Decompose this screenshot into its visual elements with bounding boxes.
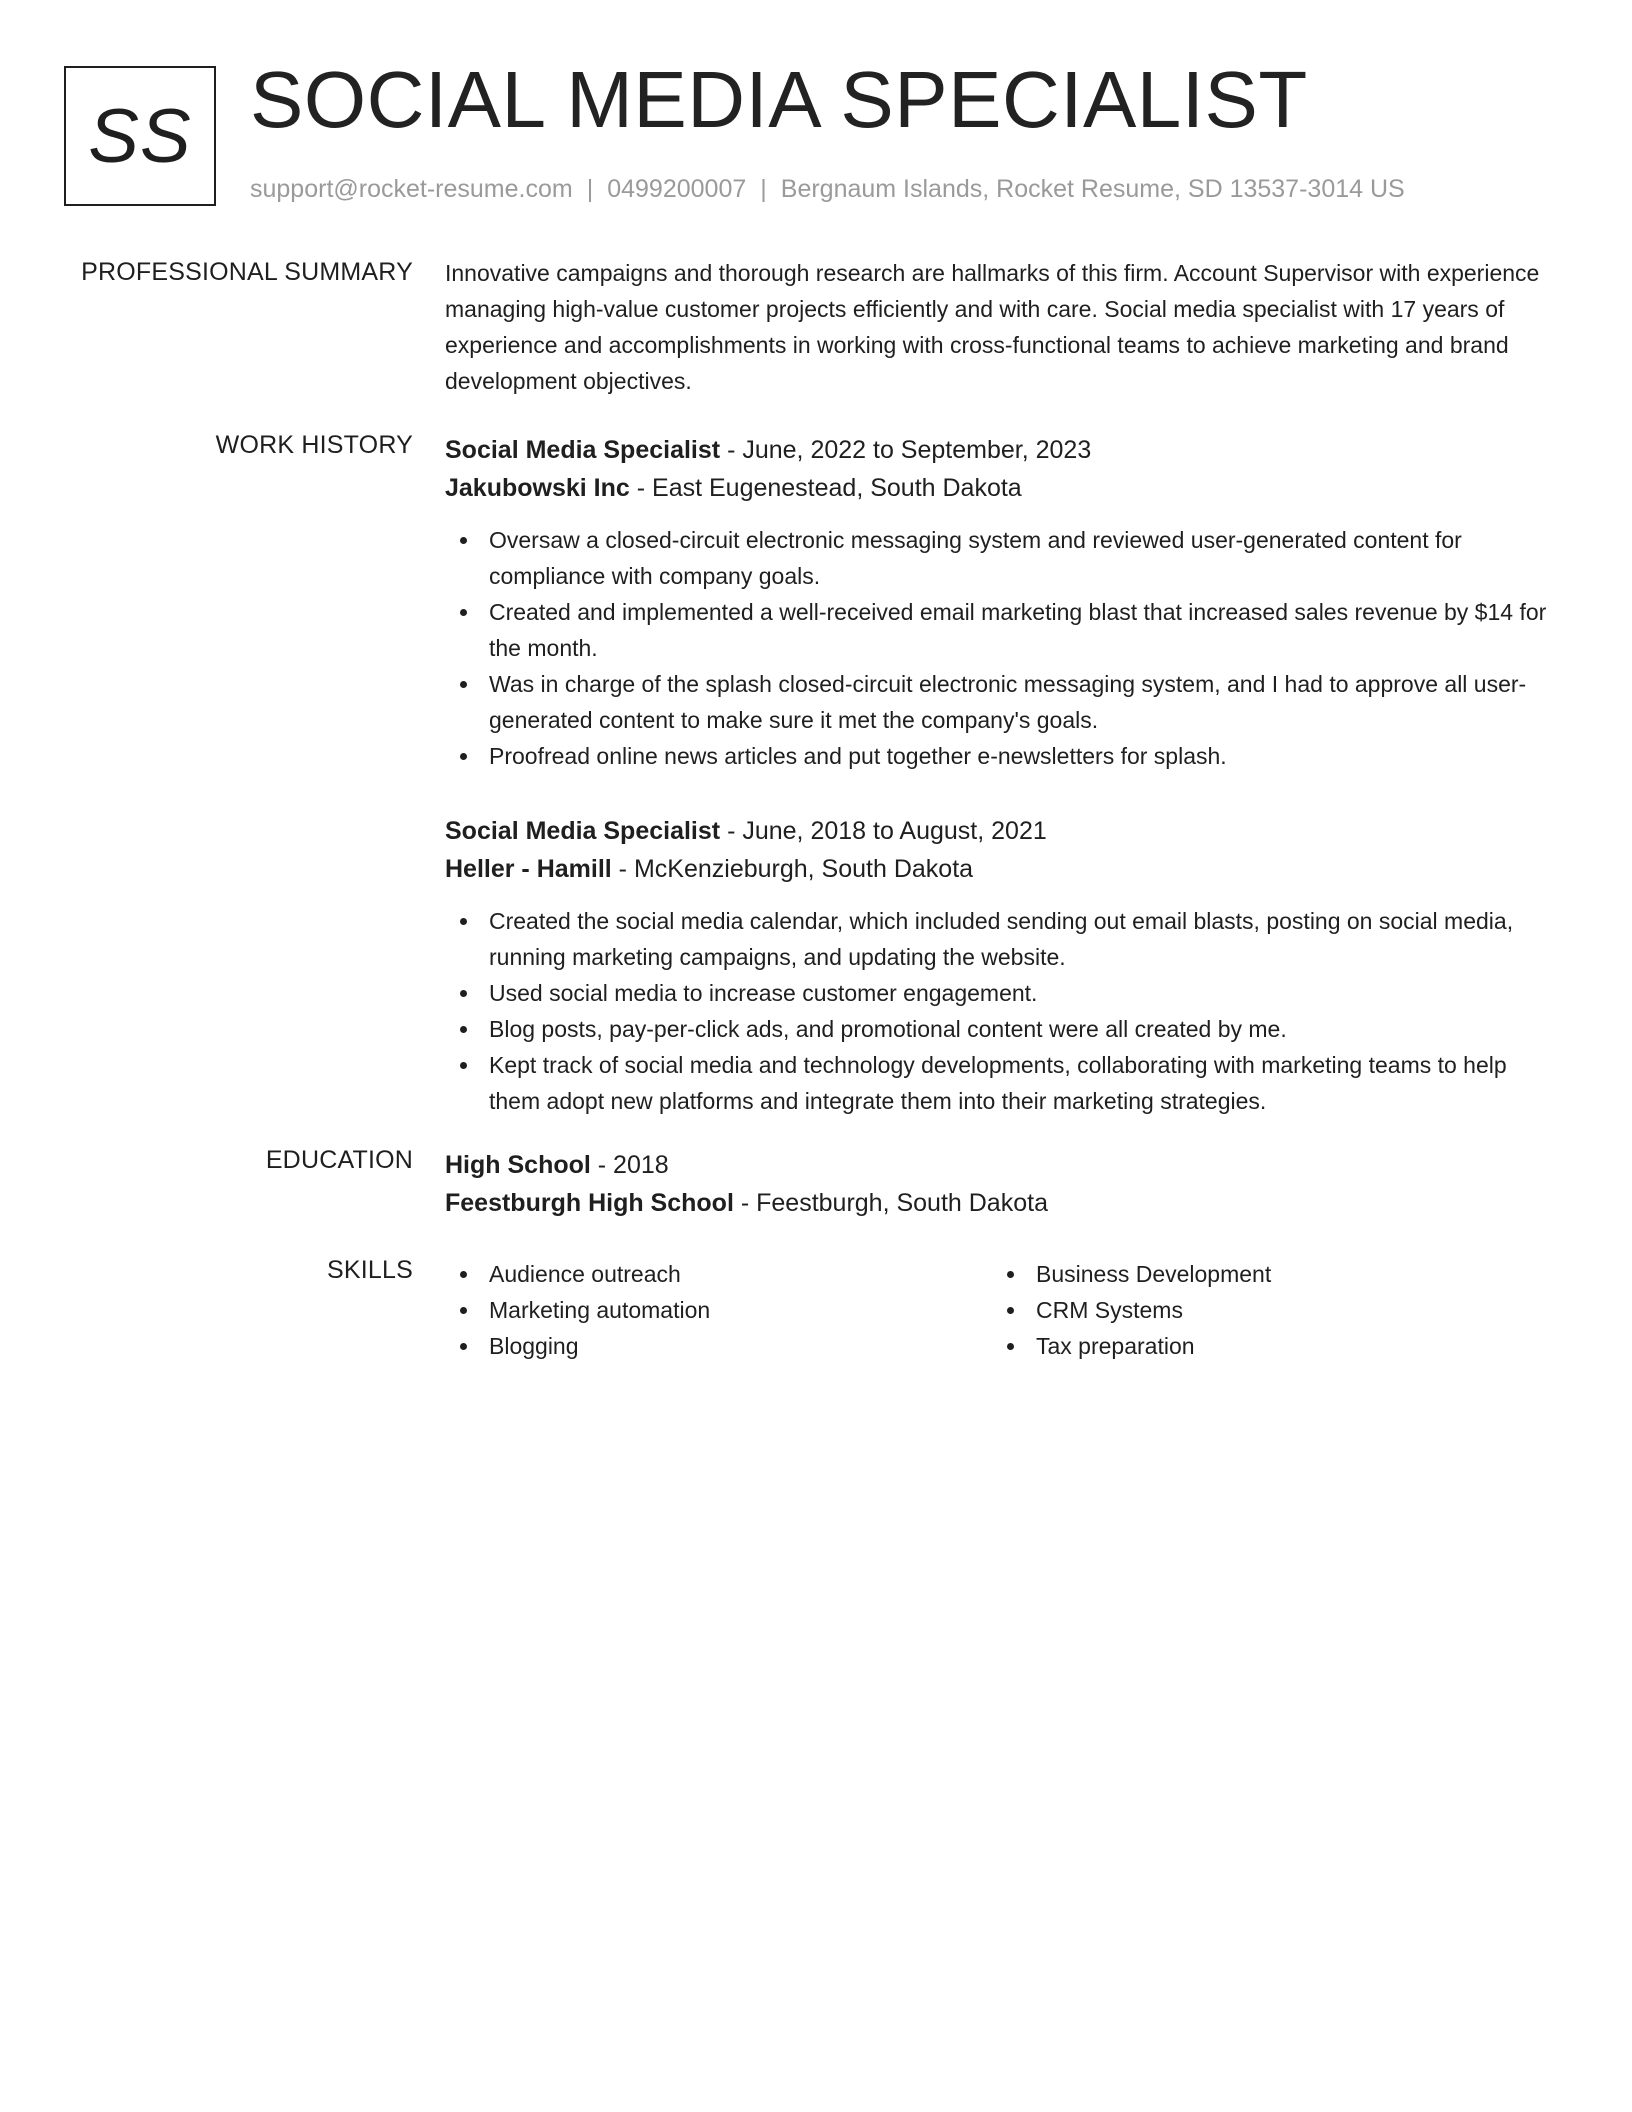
list-item [445, 1292, 992, 1328]
job-title: Social Media Specialist [445, 436, 721, 464]
bullet-icon [460, 918, 467, 925]
summary-text: Innovative campaigns and thorough research are hallmarks of this firm. Account Supervisor with experience managing high-value customer projects efficiently and with care. Social media specialist with 17 years of experience and accomplishments in working with cross-functional teams to achieve marketing and brand development objectives. [445, 260, 1540, 394]
education-school-line [445, 1184, 1550, 1222]
bullet-icon [460, 990, 467, 997]
job-dates: - June, 2018 to August, 2021 [720, 817, 1047, 845]
bullet-icon [1007, 1271, 1014, 1278]
bullet-icon [1007, 1307, 1014, 1314]
list-item [445, 1011, 1550, 1047]
bullet-text: Was in charge of the splash closed-circuit electronic messaging system, and I had to approve all user-generated content to make sure it met the company's goals. [489, 671, 1527, 733]
contact-phone: 0499200007 [607, 175, 747, 203]
resume-title: SOCIAL MEDIA SPECIALIST [250, 55, 1308, 144]
bullet-icon [460, 681, 467, 688]
skill-text: Blogging [489, 1333, 579, 1359]
education-degree-line [445, 1146, 1550, 1184]
bullet-text: Created and implemented a well-received email marketing blast that increased sales revenue by $14 for the month. [489, 599, 1547, 661]
education-degree: High School [445, 1151, 591, 1179]
list-item [992, 1256, 1539, 1292]
skill-text: Tax preparation [1036, 1333, 1195, 1359]
skills-column-2 [992, 1256, 1539, 1364]
contact-separator: | [586, 175, 594, 203]
bullet-text: Oversaw a closed-circuit electronic messaging system and reviewed user-generated content for compliance with company goals. [489, 527, 1462, 589]
skill-text: Marketing automation [489, 1297, 711, 1323]
list-item [445, 975, 1550, 1011]
contact-separator: | [760, 175, 767, 203]
list-item [445, 1328, 992, 1364]
skills-column-1 [445, 1256, 992, 1364]
bullet-icon [460, 1343, 467, 1350]
education-year: - 2018 [590, 1151, 669, 1179]
job-company: Jakubowski Inc [445, 474, 630, 502]
list-item [445, 1256, 992, 1292]
list-item [445, 903, 1550, 975]
skill-text: Audience outreach [489, 1261, 681, 1287]
work-history-body [445, 431, 1550, 1119]
skills-body [445, 1256, 1550, 1364]
job-entry [445, 431, 1550, 774]
job-title-line [445, 812, 1550, 850]
job-company-line [445, 850, 1550, 888]
job-bullets [445, 903, 1550, 1119]
education-body [445, 1146, 1550, 1222]
bullet-text: Created the social media calendar, which included sending out email blasts, posting on social media, running marketing campaigns, and updating the website. [489, 908, 1514, 970]
bullet-text: Blog posts, pay-per-click ads, and promotional content were all created by me. [489, 1016, 1287, 1042]
job-title: Social Media Specialist [445, 817, 721, 845]
bullet-icon [460, 1307, 467, 1314]
job-location: - East Eugenestead, South Dakota [629, 474, 1022, 502]
bullet-text: Kept track of social media and technology developments, collaborating with marketing teams to help them adopt new platforms and integrate them into their marketing strategies. [489, 1052, 1507, 1114]
job-location: - McKenzieburgh, South Dakota [611, 855, 974, 883]
skills-label: SKILLS [327, 1256, 413, 1284]
list-item [445, 1047, 1550, 1119]
education-location: - Feestburgh, South Dakota [733, 1189, 1048, 1217]
initials-monogram [64, 66, 216, 206]
job-company-line [445, 469, 1550, 507]
contact-address: Bergnaum Islands, Rocket Resume, SD 13537-3014 US [780, 175, 1405, 203]
contact-line [250, 175, 1405, 204]
bullet-icon [460, 1271, 467, 1278]
job-title-line [445, 431, 1550, 469]
list-item [445, 738, 1550, 774]
list-item [445, 522, 1550, 594]
bullet-text: Used social media to increase customer engagement. [489, 980, 1038, 1006]
job-company: Heller - Hamill [445, 855, 612, 883]
bullet-icon [1007, 1343, 1014, 1350]
bullet-icon [460, 1026, 467, 1033]
list-item [992, 1292, 1539, 1328]
bullet-icon [460, 1062, 467, 1069]
education-label: EDUCATION [265, 1146, 413, 1174]
initials-text: SS [88, 93, 192, 179]
job-dates: - June, 2022 to September, 2023 [720, 436, 1092, 464]
job-bullets [445, 522, 1550, 774]
education-school: Feestburgh High School [445, 1189, 734, 1217]
list-item [445, 594, 1550, 666]
skill-text: Business Development [1036, 1261, 1272, 1287]
bullet-icon [460, 537, 467, 544]
bullet-text: Proofread online news articles and put together e-newsletters for splash. [489, 743, 1227, 769]
summary-body [445, 258, 1550, 399]
contact-email: support@rocket-resume.com [250, 175, 573, 203]
skills-grid [445, 1256, 1550, 1364]
list-item [445, 666, 1550, 738]
list-item [992, 1328, 1539, 1364]
summary-label: PROFESSIONAL SUMMARY [81, 258, 413, 286]
job-entry [445, 812, 1550, 1119]
bullet-icon [460, 609, 467, 616]
bullet-icon [460, 753, 467, 760]
skill-text: CRM Systems [1036, 1297, 1183, 1323]
work-history-label: WORK HISTORY [215, 431, 413, 459]
